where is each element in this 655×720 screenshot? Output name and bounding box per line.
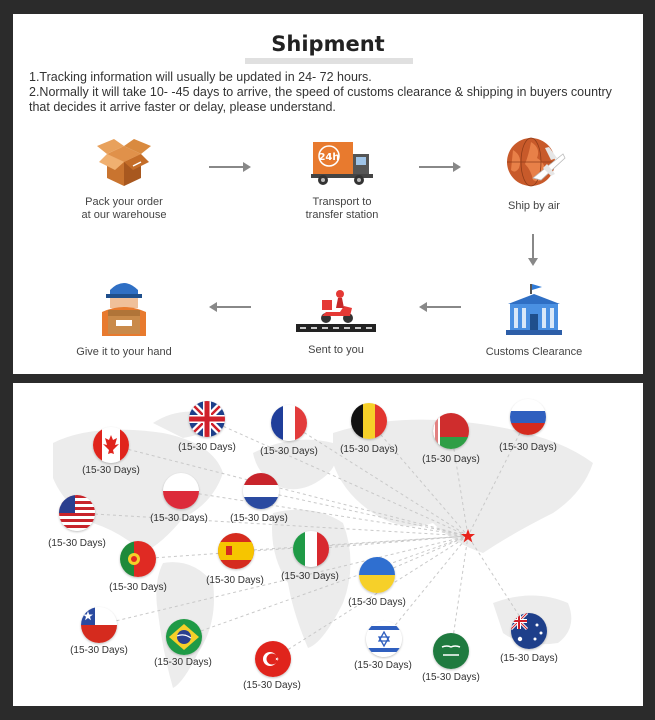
arrow-left-icon [209, 302, 251, 312]
step-label: Ship by air [508, 200, 560, 212]
delivery-days-label: (15-30 Days) [422, 454, 480, 465]
flag-chile [81, 607, 117, 643]
flag-poland [163, 473, 199, 509]
step-customs-clearance [459, 282, 609, 359]
delivery-days-label: (15-30 Days) [499, 442, 557, 453]
delivery-days-label: (15-30 Days) [340, 444, 398, 455]
delivery-days-label: (15-30 Days) [260, 446, 318, 457]
flag-canada [93, 427, 129, 463]
title-underline [245, 58, 413, 64]
origin-star-icon [461, 529, 475, 543]
arrow-right-icon [209, 162, 251, 172]
flag-france [271, 405, 307, 441]
flag-israel [366, 621, 402, 657]
delivery-days-label: (15-30 Days) [48, 538, 106, 549]
arrow-left-icon [419, 302, 461, 312]
flag-belarus [433, 413, 469, 449]
flag-belgium [351, 403, 387, 439]
delivery-days-label: (15-30 Days) [206, 575, 264, 586]
delivery-days-label: (15-30 Days) [281, 571, 339, 582]
arrow-right-icon [419, 162, 461, 172]
delivery-truck-icon [309, 140, 375, 188]
delivery-days-label: (15-30 Days) [150, 513, 208, 524]
delivery-days-label: (15-30 Days) [230, 513, 288, 524]
package-box-icon [93, 136, 155, 188]
flag-spain [218, 533, 254, 569]
delivery-days-label: (15-30 Days) [354, 660, 412, 671]
flag-russia [510, 399, 546, 435]
step-sent-to-you [261, 286, 411, 357]
flag-netherlands [243, 473, 279, 509]
step-give-to-hand [49, 276, 199, 359]
step-label: Customs Clearance [485, 346, 583, 358]
step-label: Transport to transfer station [305, 196, 379, 221]
step-label: Sent to you [308, 344, 364, 356]
step-label: Give it to your hand [76, 346, 172, 358]
delivery-days-label: (15-30 Days) [422, 672, 480, 683]
delivery-days-label: (15-30 Days) [82, 465, 140, 476]
step-label: Pack your order at our warehouse [81, 196, 167, 221]
note-tracking: 1.Tracking information will usually be updated in 24- 72 hours. [29, 70, 372, 84]
courier-with-package-icon [96, 276, 152, 338]
flag-ukraine [359, 557, 395, 593]
step-ship-by-air [459, 134, 609, 213]
step-transport [267, 140, 417, 222]
flag-turkey [255, 641, 291, 677]
shipping-notes [29, 70, 629, 115]
scooter-courier-icon [296, 286, 376, 336]
title-area [13, 32, 643, 62]
flag-australia [511, 613, 547, 649]
delivery-days-label: (15-30 Days) [243, 680, 301, 691]
flag-italy [293, 531, 329, 567]
step-pack-order [49, 136, 199, 222]
shipment-process-panel [13, 14, 643, 374]
delivery-days-label: (15-30 Days) [348, 597, 406, 608]
delivery-time-map-panel [13, 383, 643, 706]
delivery-days-label: (15-30 Days) [154, 657, 212, 668]
delivery-days-label: (15-30 Days) [109, 582, 167, 593]
flag-brazil [166, 619, 202, 655]
delivery-days-label: (15-30 Days) [500, 653, 558, 664]
route-line [384, 536, 468, 639]
page-title: Shipment [263, 32, 392, 56]
flag-saudi-arabia [433, 633, 469, 669]
note-delivery-time: 2.Normally it will take 10- -45 days to arrive, the speed of customs clearance & shipping in buyers country that decides it arrive faster or delay, please understand. [29, 85, 612, 114]
delivery-days-label: (15-30 Days) [70, 645, 128, 656]
customs-building-icon [502, 282, 566, 338]
globe-airplane-icon [501, 134, 567, 192]
flag-portugal [120, 541, 156, 577]
delivery-days-label: (15-30 Days) [178, 442, 236, 453]
flag-united-states [59, 495, 95, 531]
truck-badge: 24h [318, 152, 340, 163]
arrow-down-icon [528, 234, 538, 266]
flag-united-kingdom [189, 401, 225, 437]
